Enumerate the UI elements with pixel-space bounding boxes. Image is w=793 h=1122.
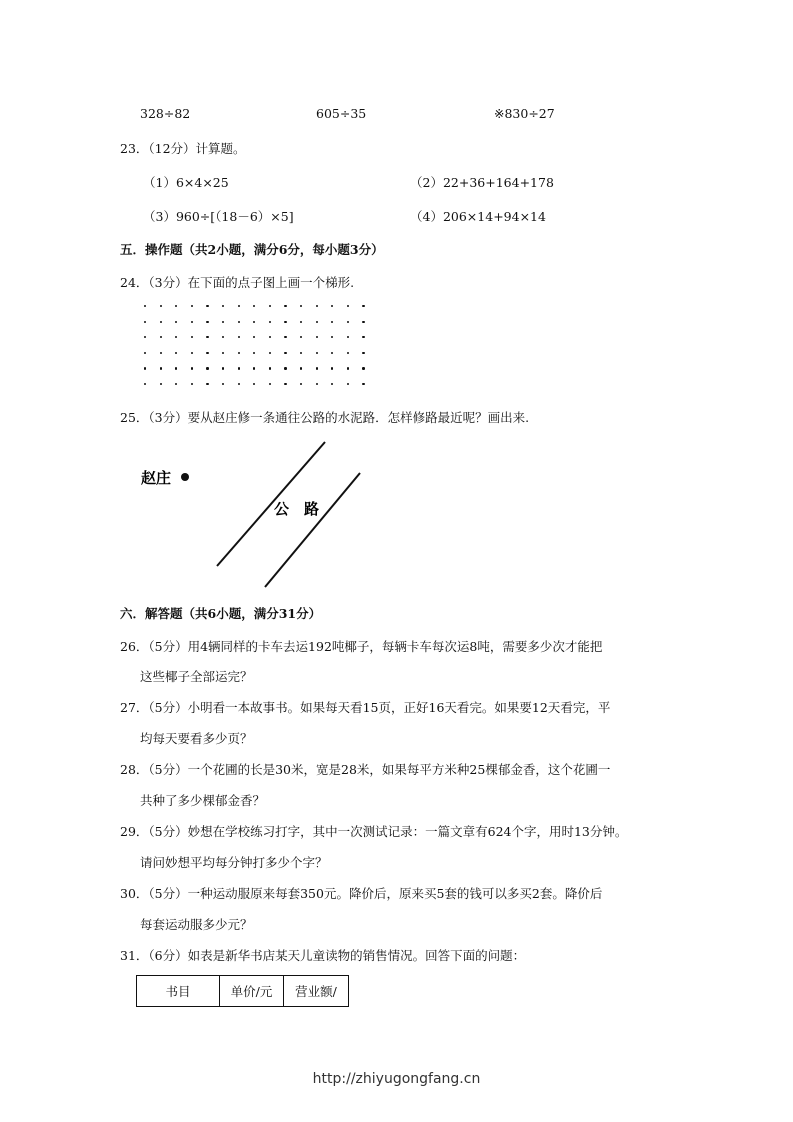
question-23-item-4: （4）206×14+94×14: [410, 209, 546, 224]
grid-dot[interactable]: [300, 383, 302, 385]
grid-dot[interactable]: [206, 383, 208, 385]
question-29-line-2: 请问妙想平均每分钟打多少个字？: [140, 855, 328, 870]
question-27-line-2: 均每天要看多少页？: [140, 731, 253, 746]
division-problem-3: ※830÷27: [494, 106, 555, 121]
grid-dot[interactable]: [206, 336, 208, 338]
grid-dot[interactable]: [206, 352, 208, 354]
grid-dot[interactable]: [362, 336, 364, 338]
grid-dot[interactable]: [284, 321, 286, 323]
grid-dot[interactable]: [144, 352, 146, 354]
grid-dot[interactable]: [269, 336, 271, 338]
grid-dot[interactable]: [300, 367, 302, 369]
grid-dot[interactable]: [238, 352, 240, 354]
grid-dot[interactable]: [191, 352, 193, 354]
grid-dot[interactable]: [316, 336, 318, 338]
grid-dot[interactable]: [347, 336, 349, 338]
division-problem-1: 328÷82: [140, 106, 191, 121]
table-header-cell: 单价/元: [220, 976, 284, 1007]
grid-dot[interactable]: [191, 367, 193, 369]
grid-dot[interactable]: [144, 367, 146, 369]
footer-url[interactable]: http://zhiyugongfang.cn: [312, 1071, 481, 1087]
grid-dot[interactable]: [238, 383, 240, 385]
grid-dot[interactable]: [253, 336, 255, 338]
table-header-cell: 营业额/: [284, 976, 349, 1007]
grid-dot[interactable]: [206, 367, 208, 369]
sales-table: [136, 975, 349, 1007]
grid-dot[interactable]: [175, 336, 177, 338]
question-30-line-1: 30．（5分）一种运动服原来每套350元。降价后，原来买5套的钱可以多买2套。降价后: [120, 886, 603, 901]
division-problem-2: 605÷35: [316, 106, 367, 121]
grid-dot[interactable]: [331, 321, 333, 323]
grid-dot[interactable]: [222, 383, 224, 385]
grid-dot[interactable]: [222, 367, 224, 369]
grid-dot[interactable]: [331, 352, 333, 354]
grid-dot[interactable]: [347, 352, 349, 354]
grid-dot[interactable]: [362, 305, 364, 307]
road-edge-right: [265, 473, 360, 587]
grid-dot[interactable]: [316, 321, 318, 323]
grid-dot[interactable]: [191, 305, 193, 307]
grid-dot[interactable]: [238, 367, 240, 369]
grid-dot[interactable]: [316, 367, 318, 369]
grid-dot[interactable]: [144, 305, 146, 307]
grid-dot[interactable]: [144, 336, 146, 338]
grid-dot[interactable]: [144, 383, 146, 385]
question-23-item-2: （2）22+36+164+178: [410, 175, 554, 190]
grid-dot[interactable]: [222, 352, 224, 354]
grid-dot[interactable]: [175, 352, 177, 354]
grid-dot[interactable]: [253, 367, 255, 369]
grid-dot[interactable]: [253, 383, 255, 385]
grid-dot[interactable]: [160, 352, 162, 354]
grid-dot[interactable]: [284, 305, 286, 307]
question-29-line-1: 29．（5分）妙想在学校练习打字，其中一次测试记录：一篇文章有624个字，用时13分钟。: [120, 824, 628, 839]
grid-dot[interactable]: [144, 321, 146, 323]
question-24: 24．（3分）在下面的点子图上画一个梯形.: [120, 275, 355, 290]
grid-dot[interactable]: [331, 336, 333, 338]
grid-dot[interactable]: [331, 383, 333, 385]
grid-dot[interactable]: [175, 305, 177, 307]
village-dot: [181, 473, 189, 481]
grid-dot[interactable]: [175, 367, 177, 369]
grid-dot[interactable]: [269, 383, 271, 385]
grid-dot[interactable]: [160, 367, 162, 369]
grid-dot[interactable]: [175, 383, 177, 385]
grid-dot[interactable]: [347, 321, 349, 323]
grid-dot[interactable]: [300, 352, 302, 354]
grid-dot[interactable]: [300, 336, 302, 338]
grid-dot[interactable]: [362, 352, 364, 354]
grid-dot[interactable]: [191, 336, 193, 338]
question-23-item-1: （1）6×4×25: [143, 175, 229, 190]
grid-dot[interactable]: [175, 321, 177, 323]
grid-dot[interactable]: [191, 383, 193, 385]
question-23-item-3: （3）960÷[（18－6）×5]: [143, 209, 294, 224]
grid-dot[interactable]: [362, 321, 364, 323]
grid-dot[interactable]: [238, 336, 240, 338]
question-25: 25．（3分）要从赵庄修一条通往公路的水泥路．怎样修路最近呢？画出来.: [120, 410, 530, 425]
grid-dot[interactable]: [222, 321, 224, 323]
grid-dot[interactable]: [284, 352, 286, 354]
road-diagram[interactable]: [130, 432, 380, 592]
grid-dot[interactable]: [284, 367, 286, 369]
question-28-line-1: 28．（5分）一个花圃的长是30米，宽是28米，如果每平方米种25棵郁金香，这个花圃一: [120, 762, 611, 777]
grid-dot[interactable]: [316, 305, 318, 307]
grid-dot[interactable]: [284, 336, 286, 338]
grid-dot[interactable]: [206, 321, 208, 323]
grid-dot[interactable]: [253, 305, 255, 307]
grid-dot[interactable]: [222, 336, 224, 338]
table-header-cell: 书目: [137, 976, 220, 1007]
grid-dot[interactable]: [362, 383, 364, 385]
grid-dot[interactable]: [253, 352, 255, 354]
grid-dot[interactable]: [206, 305, 208, 307]
grid-dot[interactable]: [191, 321, 193, 323]
village-label: 赵庄: [141, 469, 172, 487]
grid-dot[interactable]: [316, 383, 318, 385]
road-label: 公 路: [274, 500, 320, 518]
grid-dot[interactable]: [269, 321, 271, 323]
grid-dot[interactable]: [238, 321, 240, 323]
question-28-line-2: 共种了多少棵郁金香？: [140, 793, 266, 808]
grid-dot[interactable]: [269, 352, 271, 354]
grid-dot[interactable]: [160, 305, 162, 307]
question-26-line-2: 这些椰子全部运完？: [140, 669, 253, 684]
question-30-line-2: 每套运动服多少元？: [140, 917, 253, 932]
grid-dot[interactable]: [300, 321, 302, 323]
grid-dot[interactable]: [347, 383, 349, 385]
question-26-line-1: 26．（5分）用4辆同样的卡车去运192吨椰子，每辆卡车每次运8吨，需要多少次才能把: [120, 639, 603, 654]
grid-dot[interactable]: [253, 321, 255, 323]
grid-dot[interactable]: [362, 367, 364, 369]
section-6-heading: 六．解答题（共6小题，满分31分）: [120, 606, 322, 621]
grid-dot[interactable]: [238, 305, 240, 307]
grid-dot[interactable]: [160, 321, 162, 323]
question-27-line-1: 27．（5分）小明看一本故事书。如果每天看15页，正好16天看完。如果要12天看完，平: [120, 700, 611, 715]
grid-dot[interactable]: [300, 305, 302, 307]
grid-dot[interactable]: [269, 367, 271, 369]
grid-dot[interactable]: [331, 305, 333, 307]
grid-dot[interactable]: [222, 305, 224, 307]
grid-dot[interactable]: [284, 383, 286, 385]
grid-dot[interactable]: [316, 352, 318, 354]
question-31: 31．（6分）如表是新华书店某天儿童读物的销售情况。回答下面的问题：: [120, 948, 526, 963]
grid-dot[interactable]: [331, 367, 333, 369]
section-5-heading: 五．操作题（共2小题，满分6分，每小题3分）: [120, 242, 384, 257]
table-header-row: [137, 976, 349, 1007]
question-23-title: 23．（12分）计算题。: [120, 141, 246, 156]
grid-dot[interactable]: [160, 336, 162, 338]
grid-dot[interactable]: [347, 367, 349, 369]
grid-dot[interactable]: [269, 305, 271, 307]
grid-dot[interactable]: [347, 305, 349, 307]
grid-dot[interactable]: [160, 383, 162, 385]
